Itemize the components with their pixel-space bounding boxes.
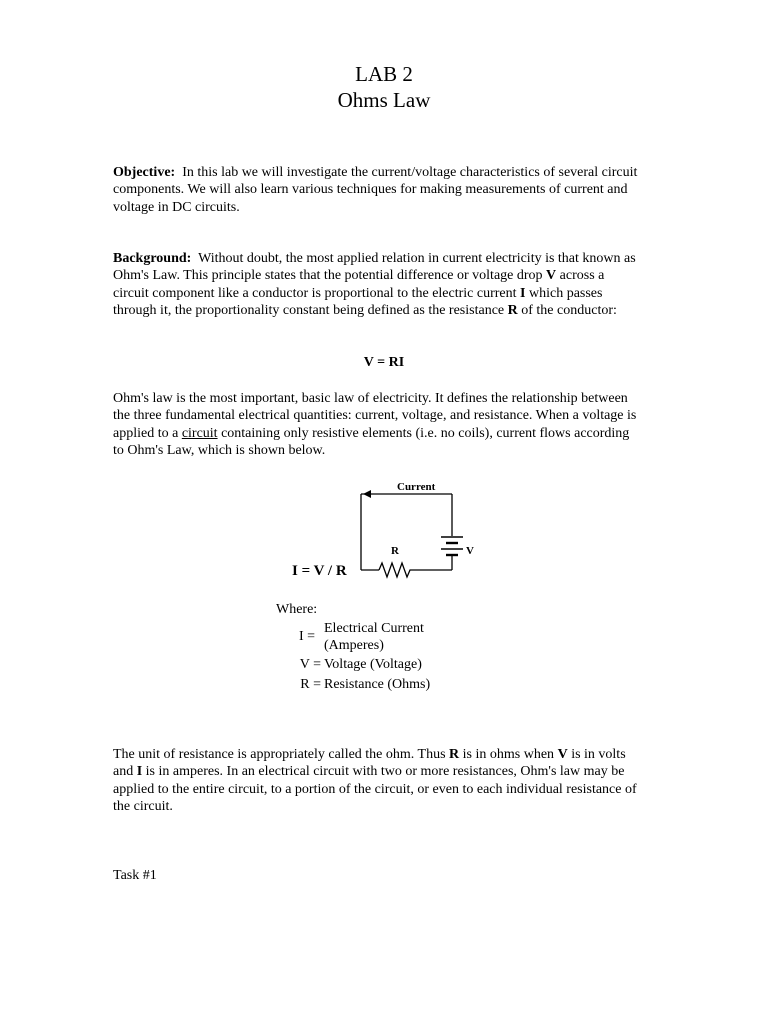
where-label: Where: bbox=[276, 602, 318, 617]
objective-paragraph bbox=[113, 164, 643, 216]
background-text-4: of the conductor: bbox=[521, 302, 617, 318]
background-text-3: which passes through it, the proportionality constant being defined as the resistance bbox=[113, 285, 603, 318]
where-definition-v: Voltage (Voltage) bbox=[324, 657, 422, 672]
ohms-law-text-2: containing only resistive elements (i.e. no coils), current flows according to Ohm's Law, which is shown below. bbox=[113, 425, 630, 458]
circuit-link[interactable]: circuit bbox=[181, 425, 218, 441]
where-definition-i-line-2: (Amperes) bbox=[324, 638, 384, 653]
unit-text-2: is in ohms when bbox=[462, 747, 555, 762]
where-symbol-i: I = bbox=[298, 629, 315, 644]
background-paragraph bbox=[113, 250, 643, 319]
unit-paragraph bbox=[113, 746, 643, 815]
page-title: Ohms Law bbox=[337, 88, 431, 112]
unit-symbol-i: I bbox=[136, 764, 143, 780]
background-label: Background: bbox=[113, 251, 192, 266]
ohms-law-formula: I = V / R bbox=[292, 563, 347, 579]
unit-symbol-r: R bbox=[449, 747, 460, 762]
where-definition-i-line-1: Electrical Current bbox=[324, 621, 424, 636]
where-symbol-v: V = bbox=[299, 657, 321, 672]
background-text-1: Without doubt, the most applied relation in current electricity is that known as Ohm's Law. This principle states that the potential difference or voltage drop bbox=[113, 251, 636, 284]
lab-number: LAB 2 bbox=[355, 62, 413, 86]
ohms-law-text-1: Ohm's law is the most important, basic law of electricity. It defines the relationship between the three fundamental electrical quantities: current, voltage, and resistance. When a voltage is applied to a bbox=[113, 391, 637, 441]
resistor-label: R bbox=[391, 545, 399, 557]
where-symbol-r: R = bbox=[300, 677, 321, 692]
current-label: Current bbox=[397, 481, 436, 493]
background-text-2: across a circuit component like a conductor is proportional to the electric current bbox=[113, 268, 605, 301]
circuit-diagram bbox=[355, 478, 485, 583]
task-heading: Task #1 bbox=[113, 868, 157, 883]
ohms-law-paragraph bbox=[113, 390, 643, 459]
unit-symbol-v: V bbox=[557, 747, 568, 762]
unit-text-1: The unit of resistance is appropriately called the ohm. Thus bbox=[113, 747, 446, 762]
background-symbol-v: V bbox=[546, 268, 557, 284]
current-arrow-icon bbox=[363, 490, 371, 498]
background-symbol-i: I bbox=[520, 285, 526, 301]
background-symbol-r: R bbox=[507, 302, 518, 318]
unit-text-4: is in amperes. In an electrical circuit with two or more resistances, Ohm's law may be applied to the entire circuit, to a portion of the circuit, or even to each individual resistance of the circuit. bbox=[113, 764, 637, 814]
where-definition-i bbox=[324, 620, 424, 654]
unit-text-3: is in volts and bbox=[113, 747, 626, 780]
objective-label: Objective: bbox=[113, 165, 176, 180]
objective-text: In this lab we will investigate the current/voltage characteristics of several circuit components. We will also learn various techniques for making measurements of current and voltage in DC circuits. bbox=[113, 165, 638, 215]
where-definition-r: Resistance (Ohms) bbox=[324, 677, 431, 692]
resistor-zigzag bbox=[379, 563, 413, 577]
battery-label: V bbox=[466, 545, 474, 557]
ohms-law-equation: V = RI bbox=[363, 355, 405, 370]
